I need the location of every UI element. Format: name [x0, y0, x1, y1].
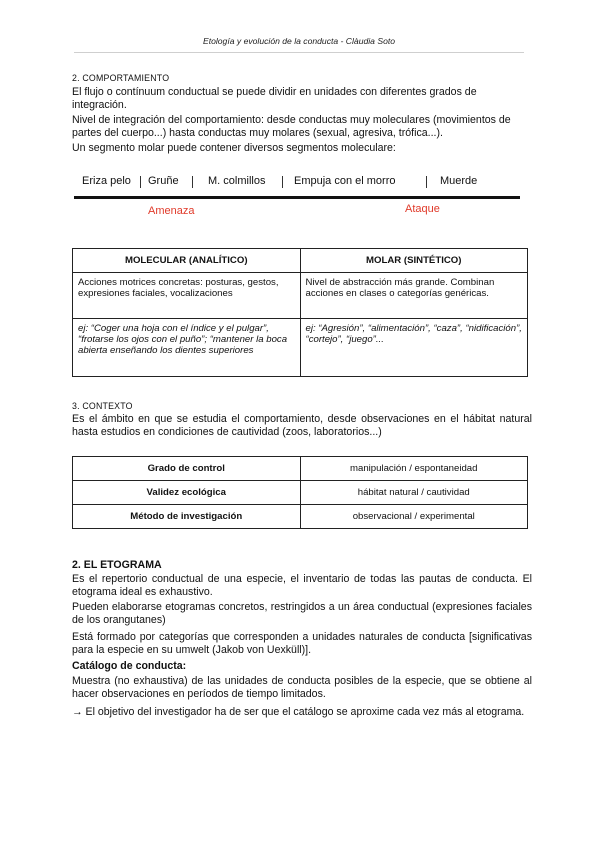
table-value-cell: hábitat natural / cautividad	[300, 481, 528, 505]
etograma-p2: Pueden elaborarse etogramas concretos, restringidos a un área conductual (expresiones faciales de los orangutanes)	[72, 601, 532, 627]
molecular-molar-table	[72, 248, 528, 377]
etograma-p1: Es el repertorio conductual de una especie, el inventario de todas las pautas de conducta. El etograma ideal es exhaustivo.	[72, 573, 532, 599]
segment-separator	[192, 176, 193, 188]
segment-baseline	[74, 196, 520, 199]
etograma-heading: 2. EL ETOGRAMA	[72, 559, 162, 571]
etograma-p3: Está formado por categorías que corresponden a unidades naturales de conducta [significativas para la especie en su umwelt (Jakob von Uexküll)].	[72, 631, 532, 657]
segment-item: Empuja con el morro	[294, 175, 396, 187]
segment-label-ataque: Ataque	[405, 203, 440, 215]
table-cell-example: ej: “Coger una hoja con el índice y el pulgar”, “frotarse los ojos con el puño”; “mantener la boca abierta enseñando los dientes superiores	[73, 319, 301, 377]
segment-item: M. colmillos	[208, 175, 266, 187]
table-header-molecular: MOLECULAR (ANALÍTICO)	[73, 249, 301, 273]
table-label-cell: Validez ecológica	[73, 481, 301, 505]
header-rule	[74, 52, 524, 53]
contexto-heading: 3. CONTEXTO	[72, 401, 133, 411]
segment-separator	[426, 176, 427, 188]
comportamiento-p2: Nivel de integración del comportamiento: desde conductas muy moleculares (movimientos de partes del cuerpo...) hasta conductas muy molares (sexual, agresiva, trófica...).	[72, 114, 511, 140]
table-cell: Acciones motrices concretas: posturas, gestos, expresiones faciales, vocalizaciones	[73, 273, 301, 319]
comportamiento-p3: Un segmento molar puede contener diversos segmentos moleculare:	[72, 142, 396, 154]
table-label-cell: Grado de control	[73, 457, 301, 481]
segment-label-amenaza: Amenaza	[148, 205, 195, 217]
table-cell: Nivel de abstracción más grande. Combinan acciones en clases o categorías genéricas.	[300, 273, 528, 319]
table-value-cell: manipulación / espontaneidad	[300, 457, 528, 481]
segment-item: Eriza pelo	[82, 175, 131, 187]
segment-item: Gruñe	[148, 175, 179, 187]
comportamiento-heading: 2. COMPORTAMIENTO	[72, 73, 170, 83]
etograma-p5: → El objetivo del investigador ha de ser que el catálogo se aproxime cada vez más al etograma.	[72, 706, 525, 718]
table-label-cell: Método de investigación	[73, 505, 301, 529]
etograma-p4: Muestra (no exhaustiva) de las unidades de conducta posibles de la especie, que se obtiene al hacer observaciones en períodos de tiempo limitados.	[72, 675, 532, 701]
segment-item: Muerde	[440, 175, 478, 187]
running-header: Etología y evolución de la conducta - Clàudia Soto	[202, 36, 396, 46]
contexto-table	[72, 456, 528, 529]
comportamiento-p1: El flujo o contínuum conductual se puede dividir en unidades con diferentes grados de integración.	[72, 86, 477, 112]
segment-separator	[140, 176, 141, 188]
segment-row	[74, 175, 520, 193]
table-value-cell: observacional / experimental	[300, 505, 528, 529]
catalogo-heading: Catálogo de conducta:	[72, 660, 187, 672]
contexto-p1: Es el ámbito en que se estudia el comportamiento, desde observaciones en el hábitat natural hasta estudios en condiciones de cautividad (zoos, laboratorios...)	[72, 413, 532, 439]
table-header-molar: MOLAR (SINTÉTICO)	[300, 249, 528, 273]
table-cell-example: ej: “Agresión”, “alimentación”, “caza”, “nidificación”, “cortejo”, “juego”...	[300, 319, 528, 377]
segment-separator	[282, 176, 283, 188]
